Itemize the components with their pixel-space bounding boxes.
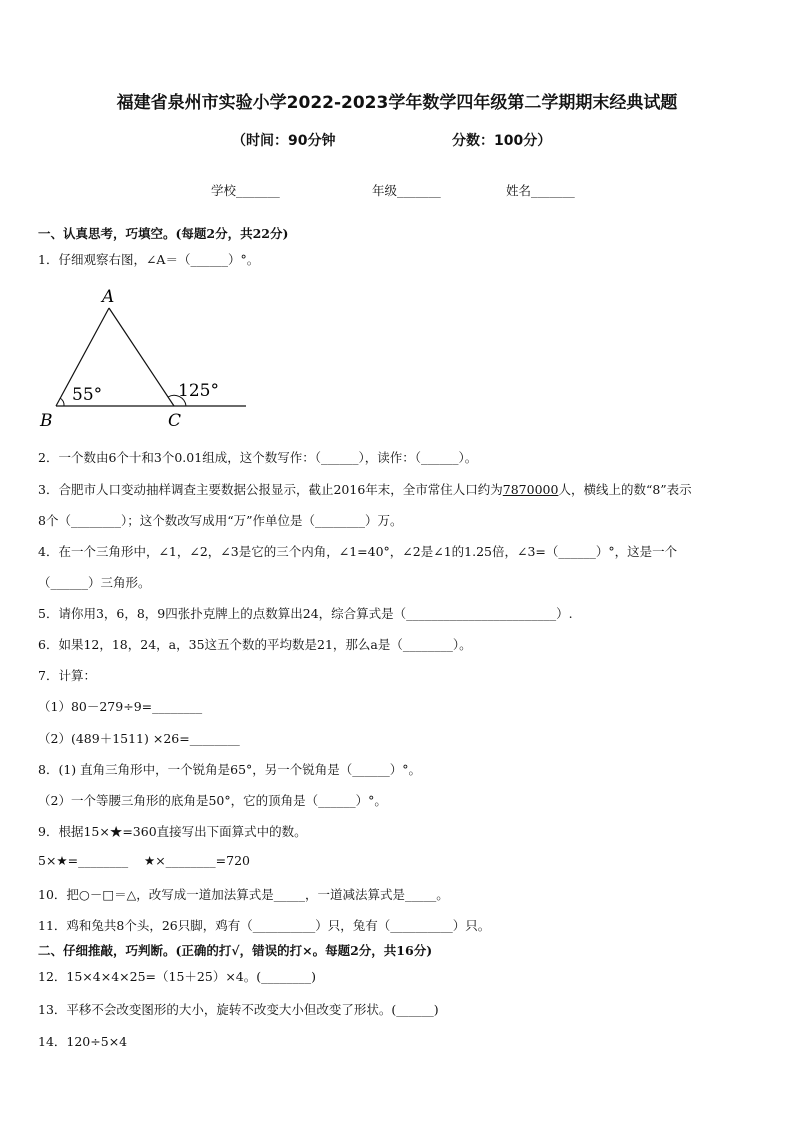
question-10: 10．把○－□＝△，改写成一道加法算式是_____，一道减法算式是_____。 (38, 887, 449, 902)
question-1: 1．仔细观察右图，∠A＝（______）°。 (38, 252, 260, 267)
question-5: 5．请你用3，6，8，9四张扑克牌上的点数算出24，综合算式是（________________________）. (38, 606, 573, 621)
question-3: 3．合肥市人口变动抽样调查主要数据公报显示，截止2016年末，全市常住人口约为7870000人，横线上的数“8”表示 (38, 482, 692, 497)
question-3-line-2: 8个（________）；这个数改写成用“万”作单位是（________）万。 (38, 513, 403, 528)
page-title: 福建省泉州市实验小学2022-2023学年数学四年级第二学期期末经典试题 (116, 93, 678, 113)
section-2-heading: 二、仔细推敲，巧判断。(正确的打√，错误的打×。每题2分，共16分) (38, 943, 433, 958)
question-8-1: 8．(1) 直角三角形中，一个锐角是65°，另一个锐角是（______）°。 (38, 762, 422, 777)
question-9: 9．根据15×★=360直接写出下面算式中的数。 (38, 824, 307, 839)
score-label: 分数：100分） (452, 133, 552, 149)
underlined-number: 7870000 (502, 482, 559, 497)
question-8-2: （2）一个等腰三角形的底角是50°，它的顶角是（______）°。 (38, 793, 387, 808)
question-14: 14．120÷5×4 (38, 1034, 128, 1049)
name-field: 姓名_______ (506, 183, 575, 198)
question-7: 7．计算： (38, 668, 96, 683)
vertex-b-label: B (40, 411, 53, 431)
angle-c-label: 125° (178, 381, 219, 401)
vertex-a-label: A (102, 287, 115, 307)
question-9-sub: 5×★=________ ★×________=720 (38, 853, 251, 868)
vertex-c-label: C (168, 411, 182, 431)
time-label: （时间：90分钟 (232, 133, 336, 149)
triangle-figure (38, 284, 258, 434)
question-7-2: （2）(489＋1511) ×26=________ (38, 731, 240, 746)
angle-b-label: 55° (72, 385, 103, 405)
question-4: 4．在一个三角形中，∠1，∠2，∠3是它的三个内角，∠1=40°，∠2是∠1的1.25倍，∠3=（______）°，这是一个 (38, 544, 678, 559)
question-12: 12．15×4×4×25=（15＋25）×4。(________) (38, 969, 317, 984)
question-11: 11．鸡和兔共8个头，26只脚，鸡有（__________）只，兔有（__________）只。 (38, 918, 491, 933)
question-2: 2．一个数由6个十和3个0.01组成，这个数写作：（______），读作：（______）。 (38, 450, 478, 465)
question-4-line-2: （______）三角形。 (38, 575, 151, 590)
section-1-heading: 一、认真思考，巧填空。(每题2分，共22分) (38, 226, 289, 241)
question-6: 6．如果12，18，24，a，35这五个数的平均数是21，那么a是（________）。 (38, 637, 472, 652)
question-7-1: （1）80－279÷9=________ (38, 699, 203, 714)
grade-field: 年级_______ (372, 183, 441, 198)
school-field: 学校_______ (211, 183, 280, 198)
question-13: 13．平移不会改变图形的大小，旋转不改变大小但改变了形状。(______) (38, 1002, 439, 1017)
